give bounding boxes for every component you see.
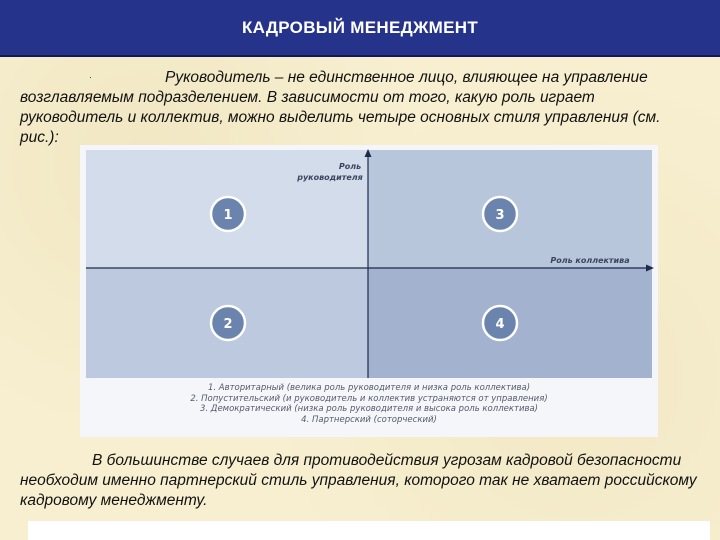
- slide-header: [0, 0, 720, 57]
- legend-item-4: 4. Партнерский (соторческий): [301, 414, 437, 425]
- intro-paragraph: [20, 68, 700, 148]
- intro-text: Руководитель – не единственное лицо, влияющее на управление возглавляемым подразделением. В зависимости от того, какую роль играет руководитель и коллектив, можно выделить четыре основных стиля управления (см. рис.):: [20, 69, 661, 146]
- bottom-white-box: [28, 521, 710, 540]
- quadrant-1-marker: [211, 197, 245, 231]
- x-axis-label: Роль коллектива: [550, 256, 630, 265]
- management-styles-diagram: [80, 145, 658, 437]
- y-axis-label-line2: руководителя: [297, 173, 363, 182]
- conclusion-text: В большинстве случаев для противодействия угрозам кадровой безопасности необходим именно партнерский стиль управления, которого так не хватает российскому кадровому менеджменту.: [20, 452, 697, 509]
- legend-item-2: 2. Попустительский (и руководитель и коллектив устраняются от управления): [190, 393, 548, 404]
- conclusion-paragraph: [20, 451, 700, 511]
- quadrant-2-number: 2: [223, 317, 233, 332]
- quadrant-diagram: [80, 145, 658, 385]
- diagram-legend: [80, 383, 658, 425]
- quadrant-2-marker: [211, 306, 245, 340]
- quadrant-4-marker: [483, 306, 517, 340]
- bullet-dot: [90, 77, 91, 78]
- y-axis-label-line1: Роль: [338, 162, 362, 171]
- slide-title: КАДРОВЫЙ МЕНЕДЖМЕНТ: [241, 17, 479, 37]
- quadrant-3-marker: [483, 197, 517, 231]
- legend-item-1: 1. Авторитарный (велика роль руководителя и низка роль коллектива): [207, 383, 531, 393]
- quadrant-1-number: 1: [223, 208, 233, 223]
- legend-item-3: 3. Демократический (низка роль руководителя и высока роль коллектива): [200, 404, 538, 414]
- quadrant-4-number: 4: [495, 317, 505, 332]
- quadrant-3-number: 3: [495, 208, 505, 223]
